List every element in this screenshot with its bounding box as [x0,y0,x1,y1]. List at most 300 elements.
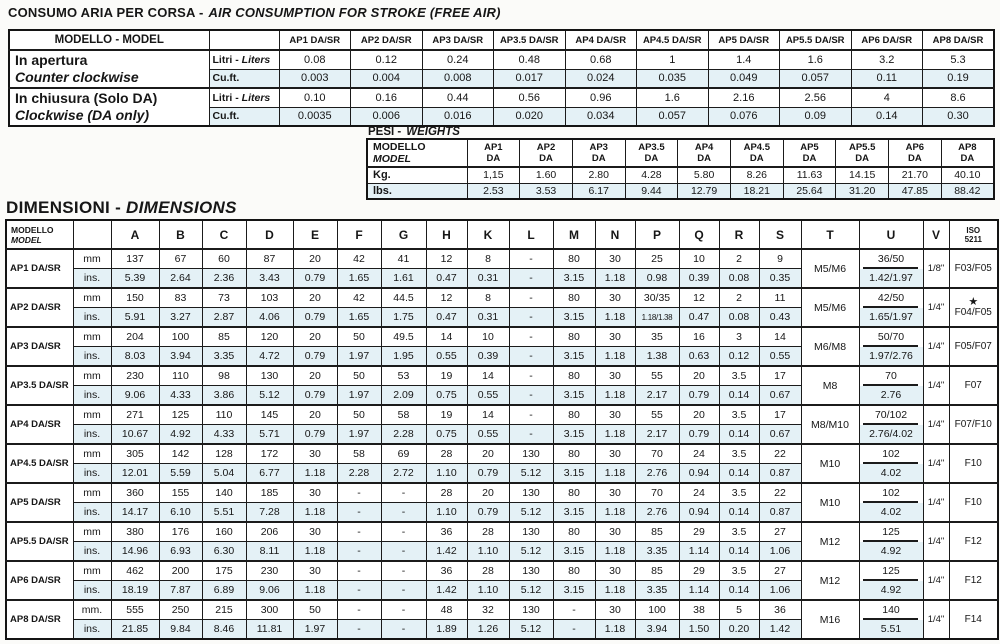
dim-ap4-ins-h: 0.75 [426,425,467,445]
consumption-chiusura-litri-ap8: 8.6 [923,88,995,107]
dim-ap3-u-mm: 50/70 [859,327,923,347]
dim-ap4-ins-f: 1.97 [337,425,381,445]
dim-ap3-mm-l: - [509,327,553,347]
dim-ap3-ins-b: 3.94 [159,347,202,367]
dim-ap2-ins-c: 2.87 [202,308,246,328]
consumption-unit-label: Litri - Liters [209,50,279,69]
dim-ap4-5-ins-a: 12.01 [111,464,159,484]
dim-ap1-mm-e: 20 [293,249,337,269]
dimensions-header-row [6,220,998,249]
dim-unit-ins-ap4: ins. [73,425,111,445]
dim-ap2-t: M5/M6 [801,288,859,327]
dim-ap5-5-t: M12 [801,522,859,561]
dim-ap4-mm-k: 14 [467,405,509,425]
dim-unit-mm-ap5: mm [73,483,111,503]
consumption-apertura-litri-ap3: 0.24 [422,50,494,69]
dim-row-mm-ap4 [6,405,998,425]
dim-ap8-ins-g: - [381,620,426,640]
dim-ap2-mm-n: 30 [595,288,635,308]
dim-ap4-mm-h: 19 [426,405,467,425]
dim-ap5-ins-s: 0.87 [759,503,801,523]
dim-ap6-u-ins: 4.92 [859,581,923,601]
dim-ap4-mm-r: 3.5 [719,405,759,425]
dim-ap6-t: M12 [801,561,859,600]
dim-ap5-5-ins-k: 1.10 [467,542,509,562]
consumption-apertura-cuft-ap5: 0.049 [708,69,780,88]
weight-kg--ap8: 40.10 [941,167,994,183]
dim-ap1-ins-g: 1.61 [381,269,426,289]
weights-col-header-ap3: AP3 DA [572,139,625,167]
dim-model-ap6: AP6 DA/SR [6,561,73,600]
dim-ap6-mm-p: 85 [635,561,679,581]
weight-kg--ap6: 21.70 [889,167,942,183]
consumption-apertura-litri-ap5-5: 1.6 [780,50,852,69]
consumption-chiusura-cuft-ap3: 0.016 [422,107,494,126]
weights-col-header-ap4-5: AP4.5 DA [730,139,783,167]
consumption-col-header-ap4-5: AP4.5 DA/SR [637,30,709,50]
dim-unit-mm-ap3-5: mm [73,366,111,386]
dim-ap5-5-ins-p: 3.35 [635,542,679,562]
dim-model-ap3: AP3 DA/SR [6,327,73,366]
dim-ap2-ins-q: 0.47 [679,308,719,328]
dim-ap1-mm-n: 30 [595,249,635,269]
dim-ap2-ins-d: 4.06 [246,308,293,328]
dim-ap3-ins-e: 0.79 [293,347,337,367]
dim-unit-mm-ap3: mm [73,327,111,347]
dim-ap3-5-ins-q: 0.79 [679,386,719,406]
consumption-chiusura-litri-ap2: 0.16 [351,88,423,107]
consumption-unit-header [209,30,279,50]
dim-ap5-5-mm-k: 28 [467,522,509,542]
dim-ap5-5-mm-n: 30 [595,522,635,542]
dimensions-col-header-b: B [159,220,202,249]
dim-ap4-5-ins-q: 0.94 [679,464,719,484]
dim-ap4-ins-g: 2.28 [381,425,426,445]
dim-ap6-mm-b: 200 [159,561,202,581]
dim-ap5-5-mm-h: 36 [426,522,467,542]
dim-ap5-ins-p: 2.76 [635,503,679,523]
weights-table [366,138,995,200]
dimensions-unit-header [73,220,111,249]
dim-model-ap2: AP2 DA/SR [6,288,73,327]
dim-ap8-ins-h: 1.89 [426,620,467,640]
dim-ap5-5-u-ins: 4.92 [859,542,923,562]
weights-col-header-ap5-5: AP5.5 DA [836,139,889,167]
weight-lbs--ap4: 12.79 [678,183,731,199]
consumption-chiusura-litri-ap1: 0.10 [279,88,351,107]
dim-ap2-mm-f: 42 [337,288,381,308]
consumption-col-header-ap6: AP6 DA/SR [851,30,923,50]
dim-ap1-ins-n: 1.18 [595,269,635,289]
dim-ap8-ins-d: 11.81 [246,620,293,640]
dim-ap1-ins-q: 0.39 [679,269,719,289]
weights-model-header: MODELLO MODEL [367,139,467,167]
dim-ap1-mm-c: 60 [202,249,246,269]
dimensions-col-header-n: N [595,220,635,249]
dim-ap3-ins-d: 4.72 [246,347,293,367]
dim-unit-mm-ap5-5: mm [73,522,111,542]
dim-ap4-5-ins-k: 0.79 [467,464,509,484]
weight-kg--ap4-5: 8.26 [730,167,783,183]
weights-col-header-ap5: AP5 DA [783,139,836,167]
dimensions-grid [5,219,999,640]
dim-ap4-ins-n: 1.18 [595,425,635,445]
dim-ap3-5-mm-a: 230 [111,366,159,386]
weight-kg--ap1: 1,15 [467,167,520,183]
weights-col-header-ap6: AP6 DA [889,139,942,167]
dim-ap2-ins-s: 0.43 [759,308,801,328]
dimensions-col-header-a: A [111,220,159,249]
dim-ap1-mm-h: 12 [426,249,467,269]
dim-ap1-ins-d: 3.43 [246,269,293,289]
dim-ap8-mm-a: 555 [111,600,159,620]
dim-ap2-ins-l: - [509,308,553,328]
dim-ap6-ins-l: 5.12 [509,581,553,601]
dim-ap8-ins-f: - [337,620,381,640]
dim-ap5-5-mm-r: 3.5 [719,522,759,542]
consumption-col-header-ap3-5: AP3.5 DA/SR [494,30,566,50]
dim-ap1-mm-m: 80 [553,249,595,269]
dim-ap4-5-ins-s: 0.87 [759,464,801,484]
dim-ap5-5-mm-d: 206 [246,522,293,542]
weight-lbs--ap5: 25.64 [783,183,836,199]
dim-ap3-ins-h: 0.55 [426,347,467,367]
dim-ap6-ins-a: 18.19 [111,581,159,601]
dim-ap4-5-ins-l: 5.12 [509,464,553,484]
dim-ap5-mm-a: 360 [111,483,159,503]
dim-ap3-5-ins-n: 1.18 [595,386,635,406]
consumption-apertura-cuft-ap4-5: 0.035 [637,69,709,88]
dim-ap6-mm-k: 28 [467,561,509,581]
dim-ap8-mm-q: 38 [679,600,719,620]
dim-ap6-mm-m: 80 [553,561,595,581]
dim-ap1-mm-g: 41 [381,249,426,269]
dimensions-col-header-s: S [759,220,801,249]
dim-ap3-ins-n: 1.18 [595,347,635,367]
dim-ap5-ins-f: - [337,503,381,523]
dim-ap4-ins-m: 3.15 [553,425,595,445]
consumption-apertura-litri-ap3-5: 0.48 [494,50,566,69]
dim-ap2-ins-a: 5.91 [111,308,159,328]
dim-ap1-u-mm: 36/50 [859,249,923,269]
dim-ap8-mm-h: 48 [426,600,467,620]
consumption-chiusura-cuft-ap3-5: 0.020 [494,107,566,126]
dim-ap3-ins-a: 8.03 [111,347,159,367]
dim-unit-ins-ap2: ins. [73,308,111,328]
dim-ap5-mm-e: 30 [293,483,337,503]
dim-ap4-5-v: 1/4" [923,444,949,483]
consumption-apertura-cuft-ap1: 0.003 [279,69,351,88]
dim-ap5-t: M10 [801,483,859,522]
consumption-apertura-litri-ap6: 3.2 [851,50,923,69]
dim-ap5-mm-l: 130 [509,483,553,503]
dimensions-col-header-v: V [923,220,949,249]
dim-ap6-ins-q: 1.14 [679,581,719,601]
dim-ap4-5-t: M10 [801,444,859,483]
dim-ap4-5-u-mm: 102 [859,444,923,464]
dim-ap4-mm-a: 271 [111,405,159,425]
dim-unit-mm-ap6: mm [73,561,111,581]
dimensions-col-header-q: Q [679,220,719,249]
dim-ap4-mm-e: 20 [293,405,337,425]
dim-ap1-ins-s: 0.35 [759,269,801,289]
consumption-group-label-apertura: In apertura Counter clockwise [9,50,209,88]
dim-ap8-ins-c: 8.46 [202,620,246,640]
dim-ap2-ins-r: 0.08 [719,308,759,328]
dim-ap4-ins-l: - [509,425,553,445]
dim-ap3-mm-b: 100 [159,327,202,347]
dim-ap4-5-mm-p: 70 [635,444,679,464]
consumption-chiusura-cuft-ap6: 0.14 [851,107,923,126]
dim-ap5-5-mm-b: 176 [159,522,202,542]
dim-ap3-ins-c: 3.35 [202,347,246,367]
weight-lbs--ap2: 3.53 [520,183,573,199]
dim-ap4-5-mm-c: 128 [202,444,246,464]
consumption-apertura-cuft-ap5-5: 0.057 [780,69,852,88]
dim-ap1-ins-e: 0.79 [293,269,337,289]
dim-row-mm-ap8 [6,600,998,620]
dim-ap1-ins-k: 0.31 [467,269,509,289]
dim-ap3-5-ins-b: 4.33 [159,386,202,406]
dim-ap6-mm-n: 30 [595,561,635,581]
dim-ap3-ins-p: 1.38 [635,347,679,367]
consumption-chiusura-cuft-ap5-5: 0.09 [780,107,852,126]
dim-ap4-ins-k: 0.55 [467,425,509,445]
dim-ap3-5-ins-k: 0.55 [467,386,509,406]
dim-ap2-mm-k: 8 [467,288,509,308]
consumption-chiusura-cuft-ap5: 0.076 [708,107,780,126]
dim-ap1-mm-s: 9 [759,249,801,269]
dim-ap5-ins-m: 3.15 [553,503,595,523]
dim-ap3-ins-q: 0.63 [679,347,719,367]
dim-ap3-5-mm-n: 30 [595,366,635,386]
dim-ap4-iso: F07/F10 [949,405,998,444]
dimensions-title-english: DIMENSIONS [126,198,237,217]
dim-unit-mm-ap4-5: mm [73,444,111,464]
consumption-chiusura-cuft-ap1: 0.0035 [279,107,351,126]
dim-ap6-mm-h: 36 [426,561,467,581]
weights-col-header-ap1: AP1 DA [467,139,520,167]
dim-ap5-5-ins-b: 6.93 [159,542,202,562]
weight-lbs--ap3-5: 9.44 [625,183,678,199]
dim-ap3-5-ins-l: - [509,386,553,406]
dim-ap3-5-t: M8 [801,366,859,405]
dim-ap2-mm-h: 12 [426,288,467,308]
dim-ap6-mm-e: 30 [293,561,337,581]
dim-ap4-mm-q: 20 [679,405,719,425]
dim-unit-ins-ap4-5: ins. [73,464,111,484]
dim-ap6-ins-e: 1.18 [293,581,337,601]
dim-ap5-mm-c: 140 [202,483,246,503]
dim-ap5-5-ins-f: - [337,542,381,562]
dim-ap1-t: M5/M6 [801,249,859,288]
dim-ap3-mm-f: 50 [337,327,381,347]
dim-ap3-5-ins-d: 5.12 [246,386,293,406]
dim-ap5-mm-b: 155 [159,483,202,503]
dim-ap6-v: 1/4" [923,561,949,600]
dim-ap5-5-iso: F12 [949,522,998,561]
dim-ap3-5-mm-g: 53 [381,366,426,386]
weight-lbs--ap8: 88.42 [941,183,994,199]
dim-ap8-t: M16 [801,600,859,639]
dim-ap5-mm-h: 28 [426,483,467,503]
dim-ap4-5-mm-d: 172 [246,444,293,464]
dim-model-ap8: AP8 DA/SR [6,600,73,639]
consumption-col-header-ap3: AP3 DA/SR [422,30,494,50]
dim-row-mm-ap1 [6,249,998,269]
dim-ap6-ins-g: - [381,581,426,601]
dim-ap3-ins-f: 1.97 [337,347,381,367]
dim-ap4-u-ins: 2.76/4.02 [859,425,923,445]
dim-ap2-v: 1/4" [923,288,949,327]
dim-ap4-u-mm: 70/102 [859,405,923,425]
dim-ap4-5-mm-h: 28 [426,444,467,464]
dim-ap4-ins-q: 0.79 [679,425,719,445]
dimensions-title-italian: DIMENSIONI - [6,198,122,217]
dimensions-col-header-m: M [553,220,595,249]
consumption-chiusura-cuft-ap2: 0.006 [351,107,423,126]
dim-ap3-mm-s: 14 [759,327,801,347]
dim-ap4-5-iso: F10 [949,444,998,483]
dimensions-table [5,219,997,640]
dimensions-model-header: MODELLO MODEL [6,220,73,249]
dim-ap6-mm-l: 130 [509,561,553,581]
dim-ap3-5-iso: F07 [949,366,998,405]
dim-ap5-mm-g: - [381,483,426,503]
dim-ap4-mm-b: 125 [159,405,202,425]
weights-row-label-lbs-: lbs. [367,183,467,199]
consumption-apertura-cuft-ap6: 0.11 [851,69,923,88]
dim-ap4-ins-e: 0.79 [293,425,337,445]
dim-model-ap5-5: AP5.5 DA/SR [6,522,73,561]
dim-ap4-5-ins-h: 1.10 [426,464,467,484]
dim-ap2-mm-s: 11 [759,288,801,308]
dim-ap1-ins-r: 0.08 [719,269,759,289]
dim-ap2-mm-l: - [509,288,553,308]
dim-ap3-5-ins-m: 3.15 [553,386,595,406]
consumption-unit-label: Cu.ft. [209,69,279,88]
dim-row-mm-ap6 [6,561,998,581]
dim-ap3-mm-e: 20 [293,327,337,347]
dim-ap4-5-u-ins: 4.02 [859,464,923,484]
dim-ap5-mm-p: 70 [635,483,679,503]
dim-ap3-5-mm-l: - [509,366,553,386]
dim-ap2-mm-d: 103 [246,288,293,308]
dim-row-mm-ap3 [6,327,998,347]
dim-ap5-5-ins-e: 1.18 [293,542,337,562]
dim-ap1-mm-b: 67 [159,249,202,269]
air-consumption-table [8,29,995,127]
dim-ap3-5-mm-h: 19 [426,366,467,386]
dim-ap4-ins-c: 4.33 [202,425,246,445]
dim-ap3-mm-r: 3 [719,327,759,347]
dim-ap8-mm-c: 215 [202,600,246,620]
dim-ap3-5-u-mm: 70 [859,366,923,386]
dim-unit-ins-ap6: ins. [73,581,111,601]
dim-ap3-5-ins-h: 0.75 [426,386,467,406]
weight-kg--ap5-5: 14.15 [836,167,889,183]
dim-ap6-ins-p: 3.35 [635,581,679,601]
dim-ap2-ins-h: 0.47 [426,308,467,328]
consumption-col-header-ap8: AP8 DA/SR [923,30,995,50]
dim-ap3-mm-q: 16 [679,327,719,347]
weight-lbs--ap1: 2.53 [467,183,520,199]
dim-ap3-mm-d: 120 [246,327,293,347]
dim-ap3-5-ins-r: 0.14 [719,386,759,406]
dim-ap8-ins-k: 1.26 [467,620,509,640]
consumption-row-chiusura-litri [9,88,994,107]
consumption-model-header: MODELLO - MODEL [9,30,209,50]
dim-ap5-5-ins-l: 5.12 [509,542,553,562]
dim-ap5-5-u-mm: 125 [859,522,923,542]
dim-ap5-ins-d: 7.28 [246,503,293,523]
weights-title [368,126,460,138]
dimensions-col-header-c: C [202,220,246,249]
dim-ap4-5-ins-f: 2.28 [337,464,381,484]
weights-col-header-ap2: AP2 DA [520,139,573,167]
dim-ap4-mm-g: 58 [381,405,426,425]
dim-model-ap1: AP1 DA/SR [6,249,73,288]
consumption-title-english: AIR CONSUMPTION FOR STROKE (FREE AIR) [208,5,501,20]
dim-row-mm-ap5 [6,483,998,503]
dim-ap4-5-mm-m: 80 [553,444,595,464]
consumption-apertura-litri-ap2: 0.12 [351,50,423,69]
dim-ap1-ins-c: 2.36 [202,269,246,289]
dim-unit-ins-ap3: ins. [73,347,111,367]
consumption-chiusura-litri-ap4: 0.96 [565,88,637,107]
dim-ap5-ins-h: 1.10 [426,503,467,523]
dim-ap4-5-ins-g: 2.72 [381,464,426,484]
dim-ap3-ins-l: - [509,347,553,367]
dim-ap8-mm-b: 250 [159,600,202,620]
dim-ap4-5-mm-k: 20 [467,444,509,464]
dim-ap5-ins-n: 1.18 [595,503,635,523]
consumption-chiusura-litri-ap3-5: 0.56 [494,88,566,107]
dim-ap4-5-mm-q: 24 [679,444,719,464]
dim-ap8-u-mm: 140 [859,600,923,620]
dim-ap2-mm-a: 150 [111,288,159,308]
dim-ap6-ins-s: 1.06 [759,581,801,601]
dim-ap5-iso: F10 [949,483,998,522]
dim-ap3-mm-c: 85 [202,327,246,347]
dim-ap5-5-v: 1/4" [923,522,949,561]
dim-ap1-v: 1/8" [923,249,949,288]
weight-kg--ap2: 1.60 [520,167,573,183]
consumption-chiusura-cuft-ap8: 0.30 [923,107,995,126]
dim-ap5-5-ins-q: 1.14 [679,542,719,562]
dim-ap3-5-mm-f: 50 [337,366,381,386]
dim-ap2-ins-m: 3.15 [553,308,595,328]
consumption-chiusura-litri-ap6: 4 [851,88,923,107]
dim-ap8-mm-l: 130 [509,600,553,620]
dim-ap6-mm-d: 230 [246,561,293,581]
dim-ap2-ins-f: 1.65 [337,308,381,328]
weights-grid [366,138,995,200]
consumption-apertura-litri-ap1: 0.08 [279,50,351,69]
dim-ap4-5-mm-b: 142 [159,444,202,464]
dim-ap8-v: 1/4" [923,600,949,639]
dim-ap1-ins-h: 0.47 [426,269,467,289]
dim-ap4-mm-s: 17 [759,405,801,425]
dimensions-col-header-f: F [337,220,381,249]
consumption-chiusura-cuft-ap4-5: 0.057 [637,107,709,126]
dim-ap4-mm-f: 50 [337,405,381,425]
dim-ap6-mm-g: - [381,561,426,581]
dim-ap2-mm-c: 73 [202,288,246,308]
dim-ap4-mm-d: 145 [246,405,293,425]
dim-ap5-u-mm: 102 [859,483,923,503]
weight-lbs--ap6: 47.85 [889,183,942,199]
